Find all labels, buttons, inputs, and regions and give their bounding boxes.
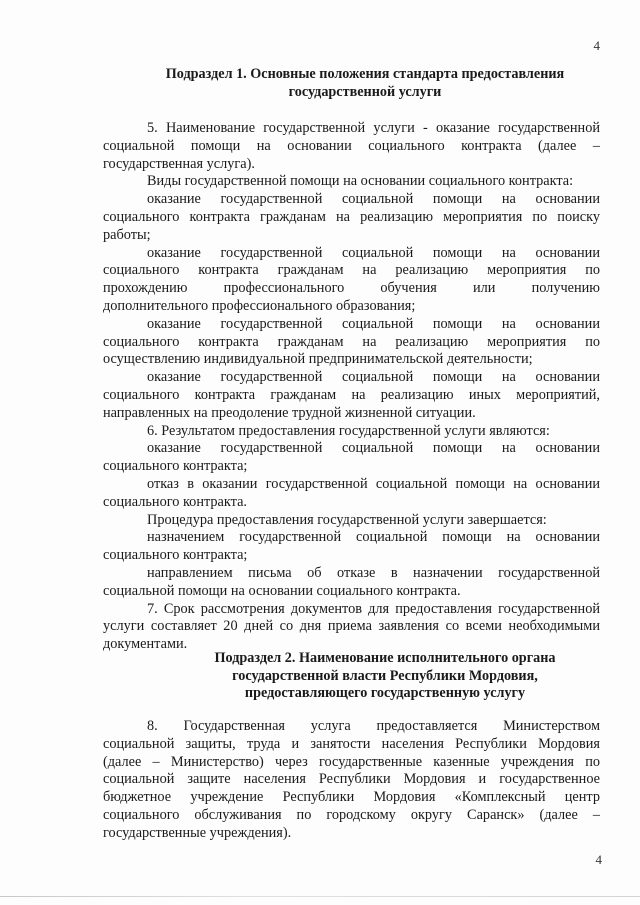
subsection-1-title (100, 66, 630, 101)
text-line: социального контракта; (103, 547, 248, 564)
text-line: 8. Государственная услуга предоставляется Министерством (147, 718, 600, 734)
paragraph (103, 173, 600, 191)
text-line: социального контракта; (103, 458, 248, 475)
paragraph (103, 601, 600, 654)
text-line: осуществлению индивидуальной предпринимательской деятельности; (103, 351, 533, 368)
text-line: социального контракта гражданам на реализацию мероприятия по поиску (103, 208, 600, 225)
text-line: 7. Срок рассмотрения документов для предоставления государственной (147, 600, 600, 617)
text-line: оказание государственной социальной помощи на основании (147, 244, 600, 261)
subsection-1-title-line: Подраздел 1. Основные положения стандарта предоставления (165, 66, 565, 82)
body-text (103, 120, 600, 654)
text-line: назначением государственной социальной помощи на основании (147, 529, 600, 546)
text-line: направленных на преодоление трудной жизненной ситуации. (103, 404, 476, 421)
paragraph (103, 512, 600, 530)
text-line: социального контракта гражданам на реализацию мероприятия по (103, 333, 600, 350)
paragraph (103, 369, 600, 422)
text-line: оказание государственной социальной помощи на основании (147, 369, 600, 386)
paragraph (103, 120, 600, 173)
text-line: (далее – Министерство) через государственные казенные учреждения по (103, 753, 600, 770)
subsection-2-title-line: предоставляющего государственную услугу (244, 685, 526, 701)
subsection-2-title-line: Подраздел 2. Наименование исполнительного органа (214, 650, 556, 666)
paragraph (103, 440, 600, 476)
text-line: социального контракта гражданам на реализацию иных мероприятий, (103, 386, 600, 403)
text-line: Процедура предоставления государственной услуги завершается: (147, 511, 547, 528)
paragraph (103, 316, 600, 369)
paragraph (103, 476, 600, 512)
text-line: Виды государственной помощи на основании социального контракта: (147, 173, 574, 190)
text-line: социального обслуживания по городскому округу Саранск» (далее – (103, 806, 600, 823)
paragraph (103, 191, 600, 244)
page-number-top: 4 (593, 38, 600, 53)
text-line: социальной помощи на основании социального контракта. (103, 582, 461, 599)
text-line: дополнительного профессионального образования; (103, 297, 416, 314)
text-line: государственная услуга). (103, 155, 255, 172)
paragraph (103, 529, 600, 565)
subsection-2-title-line: государственной власти Республики Мордовия, (232, 667, 538, 684)
text-line: 5. Наименование государственной услуги - оказание государственной (147, 120, 600, 136)
text-line: прохождению профессионального обучения или получению (103, 280, 600, 297)
paragraph (103, 245, 600, 316)
text-line: социальной помощи на основании социального контракта (далее – (103, 137, 600, 154)
text-line: оказание государственной социальной помощи на основании (147, 440, 600, 457)
paragraph-8 (103, 718, 600, 843)
text-line: услуги составляет 20 дней со дня приема заявления со всеми необходимыми (103, 618, 600, 635)
paragraph (103, 423, 600, 441)
text-line: социального контракта. (103, 493, 247, 510)
subsection-2-title (160, 650, 610, 703)
scan-artifact-line (0, 896, 640, 897)
text-line: социальной защите населения Республики Мордовия и государственное (103, 771, 600, 788)
text-line: отказ в оказании государственной социальной помощи на основании (147, 475, 600, 492)
text-line: бюджетное учреждение Республики Мордовия «Комплексный центр (103, 789, 600, 806)
text-line: документами. (103, 636, 188, 653)
text-line: работы; (103, 226, 151, 243)
text-line: социального контракта гражданам на реализацию мероприятия по (103, 262, 600, 279)
text-line: государственные учреждения). (103, 824, 292, 841)
page-number-bottom: 4 (595, 852, 602, 867)
subsection-1-title-line: государственной услуги (288, 83, 442, 100)
paragraph (103, 565, 600, 601)
text-line: оказание государственной социальной помощи на основании (147, 191, 600, 208)
text-line: 6. Результатом предоставления государственной услуги являются: (147, 422, 550, 439)
text-line: социальной защиты, труда и занятости населения Республики Мордовия (103, 735, 600, 752)
text-line: оказание государственной социальной помощи на основании (147, 315, 600, 332)
paragraph (103, 718, 600, 843)
text-line: направлением письма об отказе в назначении государственной (147, 564, 600, 581)
